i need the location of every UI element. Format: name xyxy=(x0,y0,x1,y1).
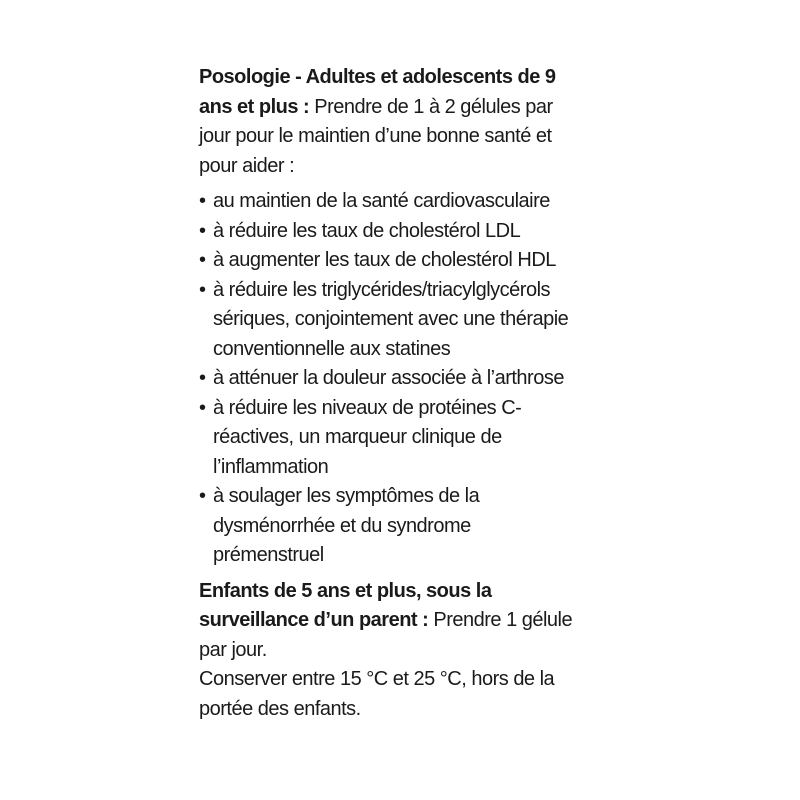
list-item xyxy=(199,217,579,247)
bullet-icon: • xyxy=(199,190,206,212)
dosage-text-block xyxy=(199,63,579,724)
bullet-icon: • xyxy=(199,485,206,507)
indication-text: à augmenter les taux de cholestérol HDL xyxy=(213,249,556,271)
list-item xyxy=(199,394,579,483)
bullet-icon: • xyxy=(199,396,206,419)
bullet-icon: • xyxy=(199,219,206,242)
children-dosage-text: Prendre 1 gélule par jour. xyxy=(199,609,573,661)
adults-dosage-paragraph xyxy=(199,63,579,181)
list-item xyxy=(199,482,579,571)
indication-text: au maintien de la santé cardiovasculaire xyxy=(213,190,550,212)
list-item xyxy=(199,364,579,394)
bullet-icon: • xyxy=(199,367,206,389)
children-dosage-paragraph xyxy=(199,577,579,666)
indication-text: à soulager les symptômes de la dysménorrhée et du syndrome prémenstruel xyxy=(213,485,480,566)
list-item xyxy=(199,276,579,365)
adults-dosage-text: Prendre de 1 à 2 gélules par jour pour le maintien d’une bonne santé et pour aider : xyxy=(199,95,553,177)
indication-text: à réduire les taux de cholestérol LDL xyxy=(213,219,521,242)
indications-list xyxy=(199,187,579,571)
list-item xyxy=(199,246,579,276)
adults-dosage-heading: Posologie - Adultes et adolescents de 9 ans et plus : xyxy=(199,66,556,118)
list-item xyxy=(199,187,579,217)
bullet-icon: • xyxy=(199,278,206,301)
storage-paragraph: Conserver entre 15 °C et 25 °C, hors de la portée des enfants. xyxy=(199,668,555,720)
indication-text: à réduire les triglycérides/triacylglycérols sériques, conjointement avec une thérapie conventionnelle aux statines xyxy=(213,278,569,360)
children-dosage-heading: Enfants de 5 ans et plus, sous la surveillance d’un parent : xyxy=(199,579,492,631)
indication-text: à réduire les niveaux de protéines C-réactives, un marqueur clinique de l’inflammation xyxy=(213,396,522,478)
indication-text: à atténuer la douleur associée à l’arthrose xyxy=(213,367,564,389)
bullet-icon: • xyxy=(199,249,206,271)
